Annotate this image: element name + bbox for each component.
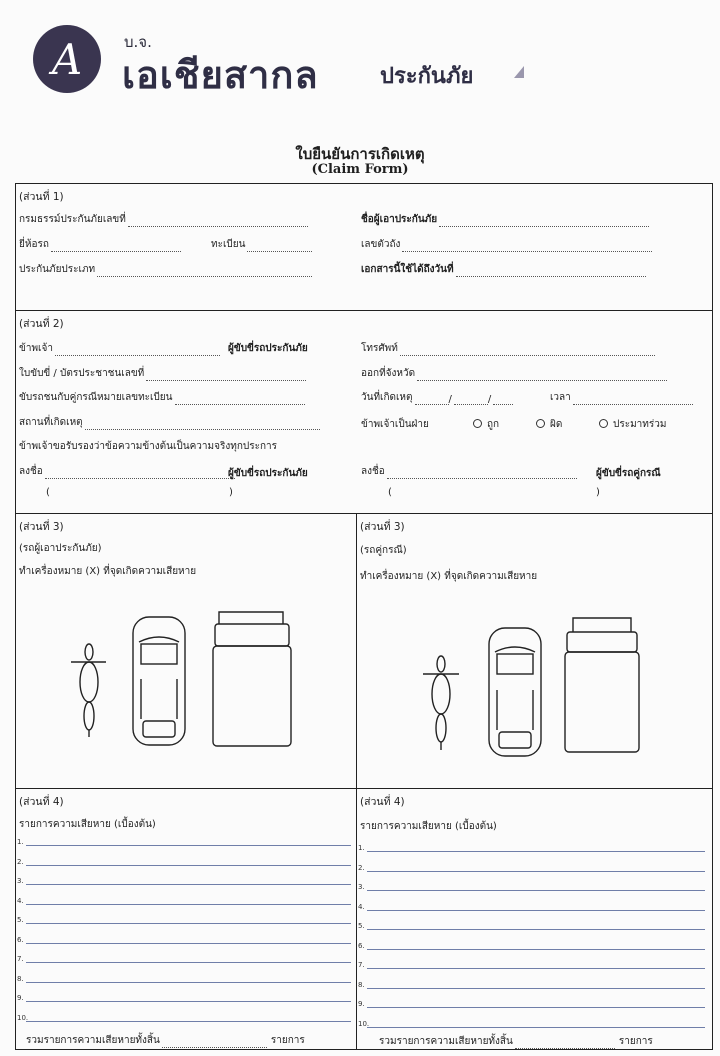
damage-entry-line[interactable]: [26, 923, 351, 924]
form-subtitle: (Claim Form): [311, 162, 409, 177]
vehicle-diagram-other[interactable]: [415, 612, 705, 762]
insured-name-paren-close: ): [229, 487, 233, 498]
valid-until-field[interactable]: เอกสารนี้ใช้ได้ถึงวันที่: [361, 262, 646, 277]
insurance-type-field[interactable]: ประกันภัยประเภท: [19, 262, 312, 277]
section-3-other: [356, 513, 713, 789]
damage-entry-line[interactable]: [367, 1007, 705, 1008]
damage-entry-line[interactable]: [26, 943, 351, 944]
section-3-insured: [15, 513, 357, 789]
total-items-right[interactable]: รวมรายการความเสียหายทั้งสิ้น รายการ: [379, 1036, 653, 1047]
line-number: 10.: [17, 1013, 29, 1022]
fault-option-right[interactable]: ถูก: [473, 417, 499, 432]
line-number: 4.: [358, 902, 365, 911]
damage-instruction-left: ทำเครื่องหมาย (X) ที่จุดเกิดความเสียหาย: [19, 566, 197, 577]
form-title: ใบยืนยันการเกิดเหตุ: [295, 145, 425, 163]
damage-entry-line[interactable]: [26, 1021, 351, 1022]
damage-entry-line[interactable]: [26, 1001, 351, 1002]
damage-entry-line[interactable]: [367, 890, 705, 891]
accident-date-field[interactable]: วันที่เกิดเหตุ / /: [361, 390, 513, 405]
section-4-insured: [15, 788, 357, 1050]
other-driver-sig-label: ผู้ขับขี่รถคู่กรณี: [596, 468, 661, 479]
section-4-left-label: (ส่วนที่ 4): [19, 796, 64, 808]
car-brand-field[interactable]: ยี่ห้อรถ: [19, 237, 181, 252]
section-2: [15, 310, 713, 514]
section-3-right-label: (ส่วนที่ 3): [360, 521, 405, 533]
damage-entry-line[interactable]: [367, 929, 705, 930]
insured-driver-sig-label: ผู้ขับขี่รถประกันภัย: [228, 468, 308, 479]
other-name-paren-close: ): [596, 487, 600, 498]
other-signature-field[interactable]: ลงชื่อ: [361, 464, 577, 479]
line-number: 9.: [17, 994, 24, 1002]
license-field[interactable]: ใบขับขี่ / บัตรประชาชนเลขที่: [19, 366, 306, 381]
section-1-label: (ส่วนที่ 1): [19, 191, 64, 203]
line-number: 8.: [358, 980, 365, 989]
insured-name-paren-open: (: [46, 487, 50, 498]
section-2-label: (ส่วนที่ 2): [19, 318, 64, 330]
damage-entry-line[interactable]: [367, 988, 705, 989]
insured-name-field[interactable]: ชื่อผู้เอาประกันภัย: [361, 212, 649, 227]
insured-driver-label: ผู้ขับขี่รถประกันภัย: [228, 343, 308, 354]
line-number: 6.: [358, 941, 365, 950]
section-4-other: [356, 788, 713, 1050]
damage-entry-line[interactable]: [26, 865, 351, 866]
company-suffix: ประกันภัย: [380, 64, 474, 89]
fault-label: ข้าพเจ้าเป็นฝ่าย: [361, 419, 429, 430]
damage-entry-line[interactable]: [26, 982, 351, 983]
total-items-left[interactable]: รวมรายการความเสียหายทั้งสิ้น รายการ: [26, 1035, 305, 1046]
truck-icon: [213, 612, 291, 746]
policy-number-field[interactable]: กรมธรรม์ประกันภัยเลขที่: [19, 212, 308, 227]
insured-vehicle-label: (รถผู้เอาประกันภัย): [19, 543, 102, 554]
damage-entry-line[interactable]: [367, 968, 705, 969]
radio-icon: [473, 419, 482, 428]
car-icon: [489, 628, 541, 756]
line-number: 2.: [17, 857, 24, 866]
line-number: 5.: [17, 916, 24, 924]
damage-entry-line[interactable]: [26, 904, 351, 905]
chassis-field[interactable]: เลขตัวถัง: [361, 237, 652, 252]
line-number: 1.: [17, 838, 24, 846]
accident-time-field[interactable]: เวลา: [550, 390, 693, 405]
damage-list-heading-right: รายการความเสียหาย (เบื้องต้น): [360, 821, 497, 832]
issued-province-field[interactable]: ออกที่จังหวัด: [361, 366, 667, 381]
collided-plate-field[interactable]: ขับรถชนกับคู่กรณีหมายเลขทะเบียน: [19, 390, 305, 405]
damage-entry-line[interactable]: [26, 845, 351, 846]
certify-statement: ข้าพเจ้าขอรับรองว่าข้อความข้างต้นเป็นความจริงทุกประการ: [19, 441, 278, 452]
radio-icon: [599, 419, 608, 428]
damage-entry-line[interactable]: [26, 884, 351, 885]
section-1: [15, 183, 713, 311]
other-name-paren-open: (: [388, 487, 392, 498]
motorcycle-icon: [423, 656, 459, 750]
logo-letter: A: [51, 35, 83, 84]
company-name: เอเชียสากล: [122, 53, 319, 97]
motorcycle-icon: [71, 644, 106, 737]
vehicle-diagram-insured[interactable]: [61, 604, 351, 754]
damage-entry-line[interactable]: [367, 1027, 705, 1028]
damage-entry-line[interactable]: [367, 851, 705, 852]
truck-icon: [565, 618, 639, 752]
damage-instruction-right: ทำเครื่องหมาย (X) ที่จุดเกิดความเสียหาย: [360, 571, 538, 582]
damage-list-heading-left: รายการความเสียหาย (เบื้องต้น): [19, 819, 156, 830]
registration-field[interactable]: ทะเบียน: [211, 237, 312, 252]
line-number: 6.: [17, 935, 24, 944]
line-number: 3.: [17, 877, 24, 885]
line-number: 4.: [17, 896, 24, 905]
fault-option-wrong[interactable]: ผิด: [536, 417, 562, 432]
section-4-right-label: (ส่วนที่ 4): [360, 796, 405, 808]
logo-accent-mark: [514, 66, 524, 78]
phone-field[interactable]: โทรศัพท์: [361, 341, 655, 356]
damage-entry-line[interactable]: [367, 949, 705, 950]
line-number: 3.: [358, 883, 365, 891]
damage-entry-line[interactable]: [367, 871, 705, 872]
line-number: 7.: [358, 961, 365, 969]
line-number: 8.: [17, 974, 24, 983]
i-name-field[interactable]: ข้าพเจ้า: [19, 341, 220, 356]
line-number: 5.: [358, 922, 365, 930]
car-icon: [133, 617, 185, 745]
line-number: 1.: [358, 844, 365, 852]
line-number: 7.: [17, 955, 24, 963]
damage-entry-line[interactable]: [367, 910, 705, 911]
section-3-left-label: (ส่วนที่ 3): [19, 521, 64, 533]
accident-place-field[interactable]: สถานที่เกิดเหตุ: [19, 415, 320, 430]
radio-icon: [536, 419, 545, 428]
other-vehicle-label: (รถคู่กรณี): [360, 545, 407, 556]
line-number: 2.: [358, 863, 365, 872]
company-prefix: บ.จ.: [124, 33, 152, 51]
line-number: 10.: [358, 1019, 370, 1028]
fault-option-shared[interactable]: ประมาทร่วม: [599, 417, 666, 432]
insured-signature-field[interactable]: ลงชื่อ: [19, 464, 235, 479]
line-number: 9.: [358, 1000, 365, 1008]
damage-entry-line[interactable]: [26, 962, 351, 963]
